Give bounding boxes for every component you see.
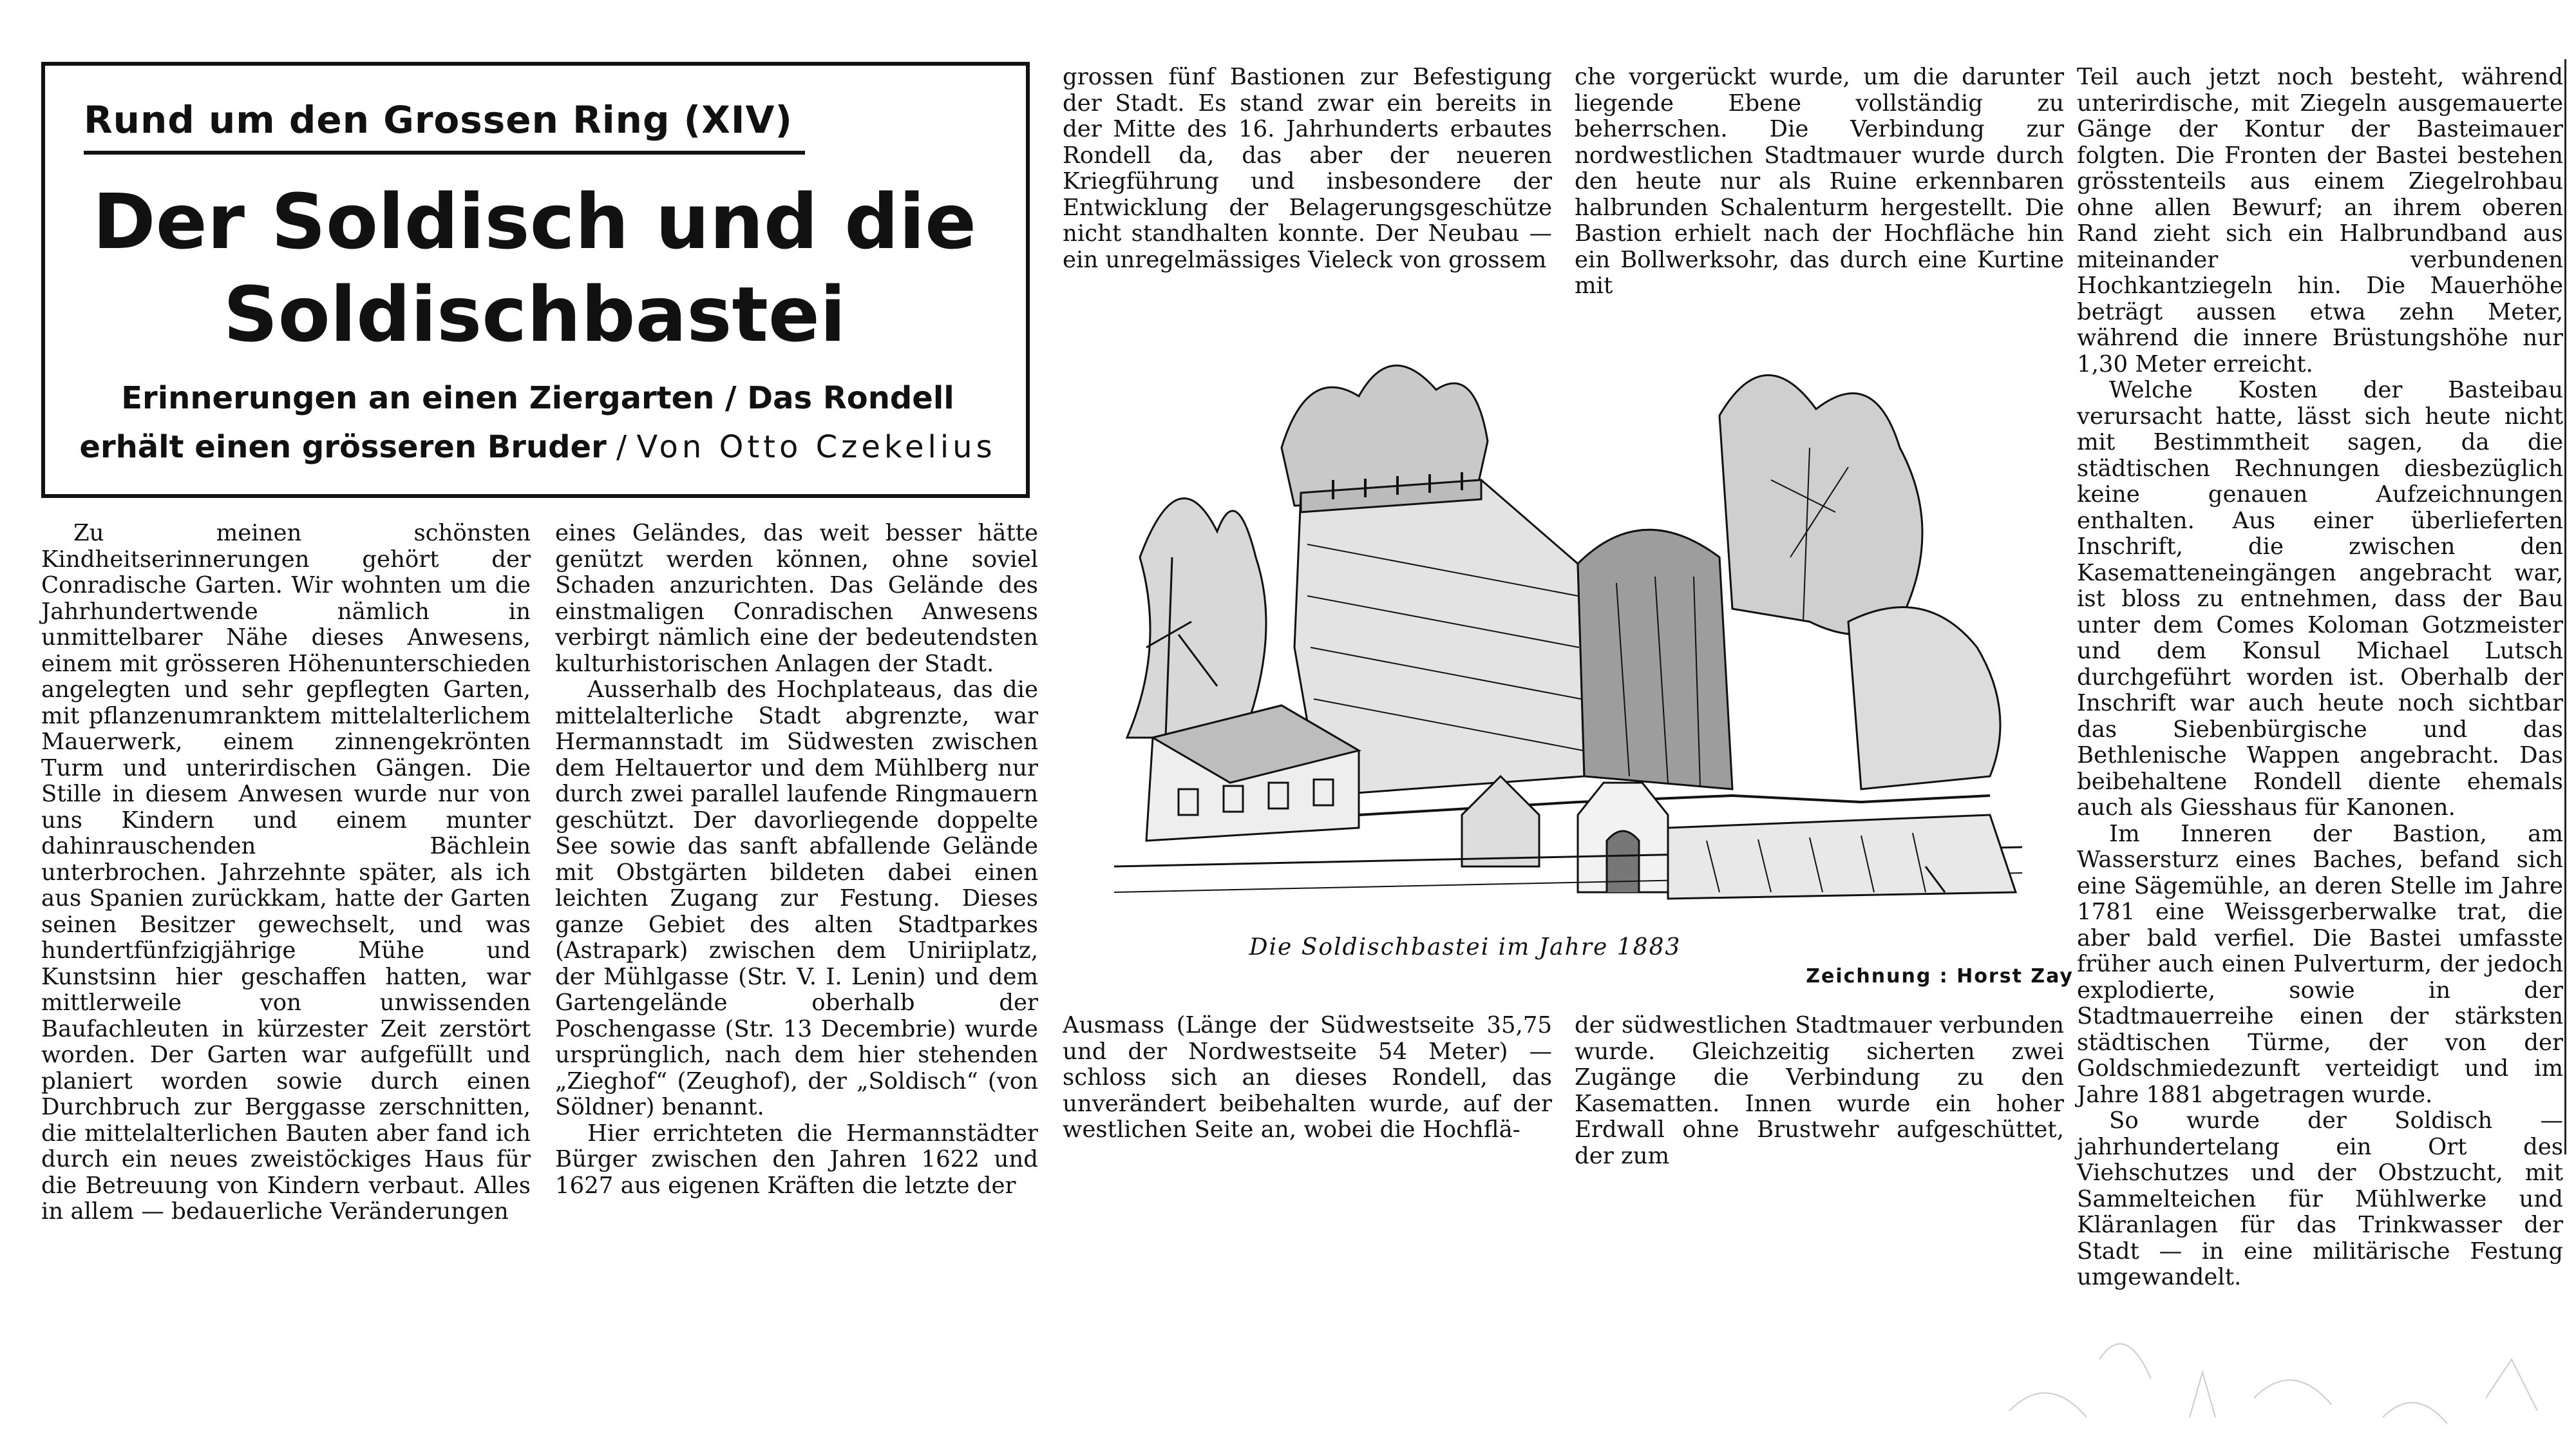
- kicker-underline: [84, 151, 805, 155]
- byline-row: [71, 423, 1005, 472]
- column-3-bottom: [1063, 1013, 1552, 1142]
- column-2: [555, 520, 1038, 1199]
- paragraph: Ausmass (Länge der Südwestseite 35,75 und der Nordwestseite 54 Meter) — schloss sich an dieses Rondell, das unverändert beibehalten wurde, auf der westlichen Seite an, wobei die Hochflä-: [1063, 1012, 1552, 1143]
- illustration-caption: Die Soldischbastei im Jahre 1883: [1249, 934, 1681, 961]
- paragraph: So wurde der Soldisch — jahrhundertelang ein Ort des Viehschutzes und der Obstzucht, mit Sammelteichen für Mühlwerke und Kläranlagen für das Trinkwasser der Stadt — in eine militärische Festung umgewandelt.: [2077, 1107, 2563, 1290]
- byline: Von Otto Czekelius: [636, 429, 996, 465]
- byline-separator: /: [606, 429, 637, 465]
- illustration-credit: Zeichnung : Horst Zay: [1806, 965, 2074, 988]
- article-subtitle: Erinnerungen an einen Ziergarten / Das Rondell: [121, 380, 954, 416]
- column-3-top: [1063, 64, 1552, 273]
- paragraph: Welche Kosten der Basteibau verursacht hatte, lässt sich heute nicht mit Bestimmtheit sagen, da die städtischen Rechnungen diesbezüglich keine genauen Aufzeichnungen enthalten. Aus einer überlieferten Inschrift, die zwischen den Kasematteneingängen angebracht war, ist bloss zu entnehmen, dass der Bau unter dem Comes Koloman Gotzmeister und dem Konsul Michael Lutsch durchgeführt worden ist. Oberhalb der Inschrift war auch heute noch sichtbar das Siebenbürgische und das Bethlenische Wappen angebracht. Das beibehaltene Rondell diente ehemals auch als Giesshaus für Kanonen.: [2077, 377, 2563, 821]
- paragraph: Hier errichteten die Hermannstädter Bürger zwischen den Jahren 1622 und 1627 aus eigenen Kräften die letzte der: [555, 1120, 1038, 1199]
- column-5: [2077, 64, 2563, 1290]
- paper-smudge: [1996, 1282, 2563, 1437]
- title-line-1: Der Soldisch und die: [92, 177, 977, 266]
- paragraph: Ausserhalb des Hochplateaus, das die mittelalterliche Stadt abgrenzte, war Hermannstadt im Südwesten zwischen dem Heltauertor und dem Mühlberg nur durch zwei parallel laufende Ringmauern geschützt. Der davorliegende doppelte See sowie das sanft abfallende Gelände mit Obstgärten bildeten dabei einen leichten Zugang zur Festung. Dieses ganze Gebiet des alten Stadtparkes (Astrapark) zwischen dem Uniriiplatz, der Mühlgasse (Str. V. I. Lenin) und dem Gartengelände oberhalb der Poschengasse (Str. 13 Decembrie) wurde ursprünglich, nach dem hier stehenden „Zieghof“ (Zeughof), der „Soldisch“ (von Söldner) benannt.: [555, 676, 1038, 1120]
- article-title: [64, 175, 1005, 361]
- column-4-bottom: [1575, 1012, 2064, 1169]
- column-1: [41, 520, 531, 1225]
- paragraph: Zu meinen schönsten Kindheitserinnerungen gehört der Conradische Garten. Wir wohnten um die Jahrhundertwende nämlich in unmittelbarer Nähe dieses Anwesens, einem mit grösseren Höhenunterschieden angelegten und sehr gepflegten Garten, mit pflanzenumranktem mittelalterlichem Mauerwerk, einem zinnengekrönten Turm und unterirdischen Gängen. Die Stille in diesem Anwesen wurde nur von uns Kindern und einem munter dahinrauschenden Bächlein unterbrochen. Jahrzehnte später, als ich aus Spanien zurückkam, hatte der Garten seinen Besitzer gewechselt, und was hundertfünfzigjährige Mühe und Kunstsinn hier geschaffen hatten, war mittlerweile von unwissenden Baufachleuten in kürzester Zeit zerstört worden. Der Garten war aufgefüllt und planiert worden sowie durch einen Durchbruch zur Berggasse zerschnitten, die mittelalterlichen Bauten aber fand ich durch ein neues zweistöckiges Haus für die Betreuung von Kindern verbaut. Alles in allem — bedauerliche Veränderungen: [41, 520, 531, 1225]
- title-line-2: Soldischbastei: [223, 270, 846, 359]
- paragraph: Teil auch jetzt noch besteht, während unterirdische, mit Ziegeln ausgemauerte Gänge der Kontur der Basteimauer folgten. Die Fronten der Bastei bestehen grösstenteils aus einem Ziegelrohbau ohne allen Bewurf; an ihrem oberen Rand zieht sich ein Halbrundband aus miteinander verbundenen Hochkantziegeln hin. Die Mauerhöhe beträgt aussen etwa zehn Meter, während die innere Brüstungshöhe nur 1,30 Meter erreicht.: [2077, 64, 2563, 378]
- headline-box: [41, 62, 1030, 498]
- paragraph: eines Geländes, das weit besser hätte genützt werden können, ohne soviel Schaden anzurichten. Das Gelände des einstmaligen Conradischen Anwesens verbirgt nämlich eine der bedeutendsten kulturhistorischen Anlagen der Stadt.: [555, 520, 1038, 677]
- paragraph: der südwestlichen Stadtmauer verbunden wurde. Gleichzeitig sicherten zwei Zugänge die Verbindung zu den Kasematten. Innen wurde ein hoher Erdwall ohne Brustwehr aufgeschüttet, der zum: [1575, 1012, 2064, 1169]
- right-edge-rule: [2564, 59, 2566, 1154]
- paragraph: grossen fünf Bastionen zur Befestigung der Stadt. Es stand zwar ein bereits in der Mitte des 16. Jahrhunderts erbautes Rondell da, das aber der neueren Kriegführung und insbesondere der Entwicklung der Belagerungsgeschütze nicht standhalten konnte. Der Neubau — ein unregelmässiges Vieleck von grossem: [1063, 64, 1552, 273]
- column-4-top: [1575, 64, 2064, 299]
- series-kicker: Rund um den Grossen Ring (XIV): [84, 98, 793, 142]
- paragraph: Im Inneren der Bastion, am Wassersturz eines Baches, befand sich eine Sägemühle, an deren Stelle im Jahre 1781 eine Weissgerberwalke trat, die aber bald verfiel. Die Bastei umfasste früher auch einen Pulverturm, der jedoch explodierte, sowie in der Stadtmauerreihe einen der stärksten städtischen Türme, der von der Goldschmiedezunft verteidigt und im Jahre 1881 abgetragen wurde.: [2077, 820, 2563, 1108]
- paragraph: che vorgerückt wurde, um die darunter liegende Ebene vollständig zu beherrschen. Die Verbindung zur nordwestlichen Stadtmauer wurde durch den heute nur als Ruine erkennbaren halbrunden Schalenturm hergestellt. Die Bastion erhielt nach der Hochfläche hin ein Bollwerksohr, das durch eine Kurtine mit: [1575, 64, 2064, 299]
- bastion-drawing: [1088, 287, 2041, 944]
- subtitle-line-2: erhält einen grösseren Bruder: [79, 429, 607, 465]
